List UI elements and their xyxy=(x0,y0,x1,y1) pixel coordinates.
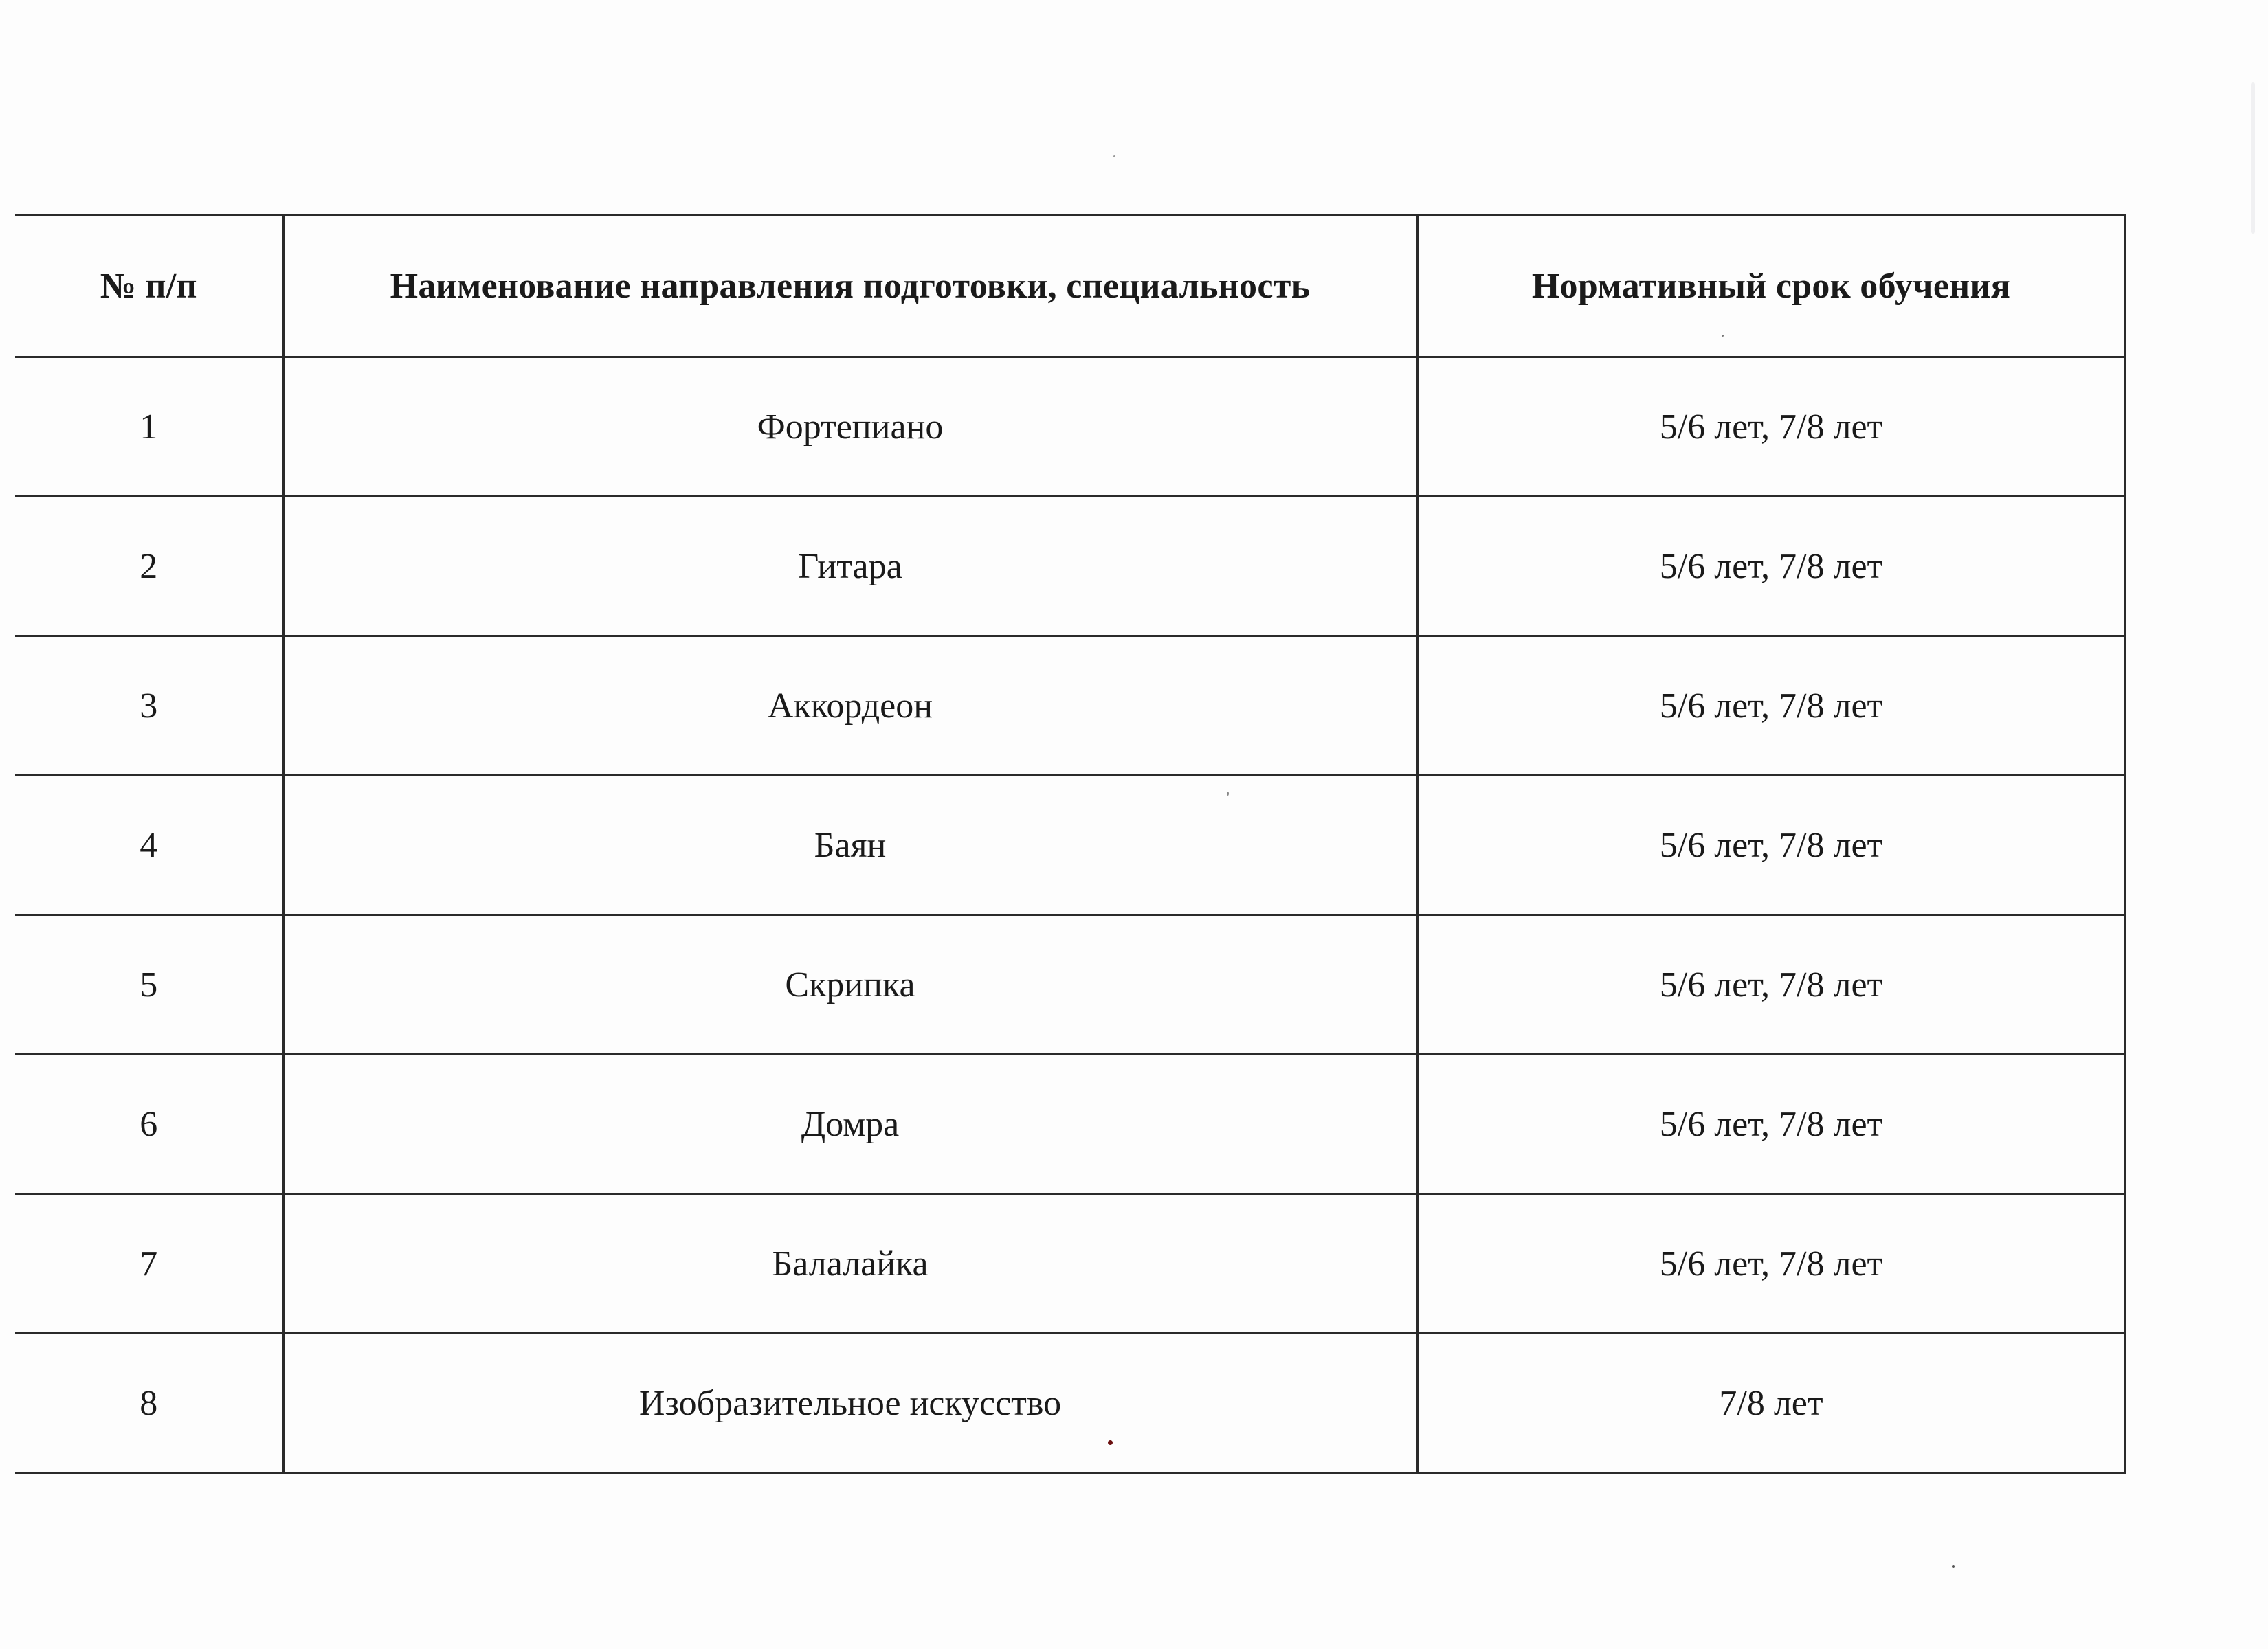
scan-speck xyxy=(1722,335,1724,337)
table-row xyxy=(15,1055,2125,1194)
row-number: 5 xyxy=(15,915,283,1055)
table-row xyxy=(15,1194,2125,1334)
table-row xyxy=(15,1334,2125,1473)
header-number: № п/п xyxy=(15,216,283,357)
row-term: 5/6 лет, 7/8 лет xyxy=(1417,1055,2125,1194)
row-term: 5/6 лет, 7/8 лет xyxy=(1417,497,2125,636)
row-term: 7/8 лет xyxy=(1417,1334,2125,1473)
scan-speck xyxy=(2251,82,2255,234)
scan-speck xyxy=(1108,1440,1113,1445)
row-name: Скрипка xyxy=(283,915,1417,1055)
row-name: Баян xyxy=(283,776,1417,915)
row-name: Балалайка xyxy=(283,1194,1417,1334)
row-term: 5/6 лет, 7/8 лет xyxy=(1417,1194,2125,1334)
scan-speck xyxy=(1113,155,1115,157)
header-name: Наименование направления подготовки, специальность xyxy=(283,216,1417,357)
row-name: Домра xyxy=(283,1055,1417,1194)
row-number: 6 xyxy=(15,1055,283,1194)
row-name: Изобразительное искусство xyxy=(283,1334,1417,1473)
row-term: 5/6 лет, 7/8 лет xyxy=(1417,636,2125,776)
row-number: 1 xyxy=(15,357,283,497)
table-row xyxy=(15,915,2125,1055)
row-number: 3 xyxy=(15,636,283,776)
header-term: Нормативный срок обучения xyxy=(1417,216,2125,357)
specialties-table xyxy=(15,214,2126,1474)
row-name: Аккордеон xyxy=(283,636,1417,776)
row-number: 7 xyxy=(15,1194,283,1334)
table-row xyxy=(15,776,2125,915)
row-term: 5/6 лет, 7/8 лет xyxy=(1417,915,2125,1055)
table-header-row xyxy=(15,216,2125,357)
row-term: 5/6 лет, 7/8 лет xyxy=(1417,776,2125,915)
row-number: 4 xyxy=(15,776,283,915)
scan-speck xyxy=(1952,1565,1955,1568)
row-name: Гитара xyxy=(283,497,1417,636)
row-term: 5/6 лет, 7/8 лет xyxy=(1417,357,2125,497)
scan-speck xyxy=(1227,792,1229,796)
row-number: 8 xyxy=(15,1334,283,1473)
table-row xyxy=(15,636,2125,776)
table-row xyxy=(15,357,2125,497)
row-name: Фортепиано xyxy=(283,357,1417,497)
row-number: 2 xyxy=(15,497,283,636)
table-row xyxy=(15,497,2125,636)
